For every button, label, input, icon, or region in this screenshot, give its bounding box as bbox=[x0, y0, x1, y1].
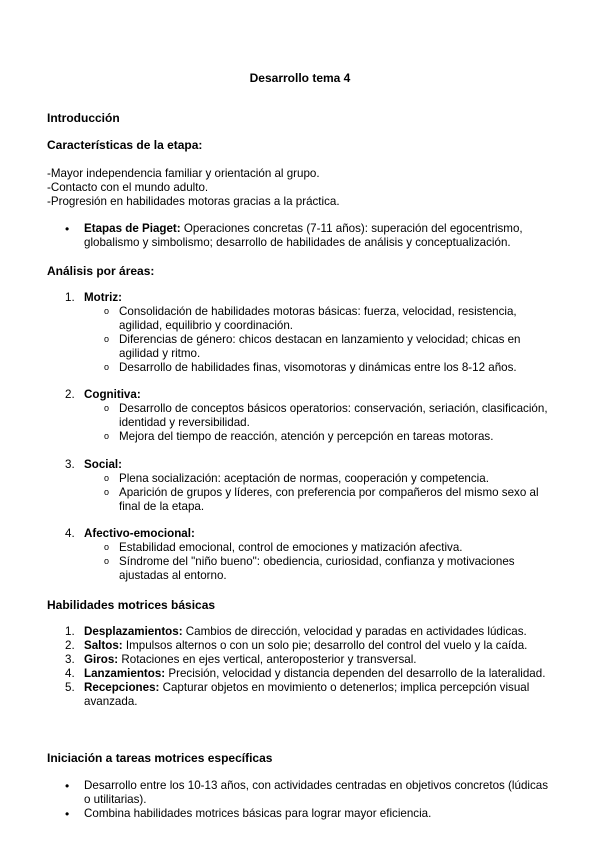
area-label: Cognitiva: bbox=[84, 388, 141, 401]
sub-item: o Mejora del tiempo de reacción, atención y percepción en tareas motoras. bbox=[102, 430, 555, 444]
skill-text: Impulsos alternos o con un solo pie; desarrollo del control del vuelo y la caída. bbox=[122, 639, 528, 652]
list-item bbox=[65, 291, 555, 375]
sub-item: o Desarrollo de habilidades finas, visomotoras y dinámicas entre los 8-12 años. bbox=[102, 361, 555, 375]
sub-item: o Estabilidad emocional, control de emociones y matización afectiva. bbox=[102, 541, 555, 555]
list-number: 2. bbox=[65, 639, 75, 652]
list-number: 1. bbox=[65, 625, 75, 638]
sub-item: o Aparición de grupos y líderes, con preferencia por compañeros del mismo sexo al final de la etapa. bbox=[102, 486, 555, 514]
piaget-text: Operaciones concretas (7-11 años): superación del egocentrismo, globalismo y simbolismo; desarrollo de habilidades de análisis y conceptualización. bbox=[84, 222, 523, 249]
characteristics-lines bbox=[47, 167, 567, 209]
skill-label: Saltos: bbox=[84, 639, 123, 652]
sub-item: o Desarrollo de conceptos básicos operatorios: conservación, seriación, clasificación, identidad y reversibilidad. bbox=[102, 402, 555, 430]
area-afectivo bbox=[65, 527, 555, 583]
basic-skills-list bbox=[65, 625, 555, 709]
sub-item: o Consolidación de habilidades motoras básicas: fuerza, velocidad, resistencia, agilidad, equilibrio y coordinación. bbox=[102, 305, 555, 333]
list-item bbox=[65, 625, 555, 639]
skill-text: Rotaciones en ejes vertical, anteroposterior y transversal. bbox=[118, 653, 417, 666]
sub-item: o Síndrome del "niño bueno": obediencia, curiosidad, confianza y motivaciones ajustadas al entorno. bbox=[102, 555, 555, 583]
list-number: 2. bbox=[65, 388, 75, 401]
area-label: Motriz: bbox=[84, 291, 122, 304]
characteristic-line: -Contacto con el mundo adulto. bbox=[47, 181, 209, 194]
areas-heading: Análisis por áreas: bbox=[47, 264, 155, 278]
list-number: 4. bbox=[65, 527, 75, 540]
area-social bbox=[65, 458, 555, 514]
intro-heading: Introducción bbox=[47, 111, 120, 125]
list-item bbox=[65, 653, 555, 667]
list-item bbox=[65, 681, 555, 709]
area-motriz bbox=[65, 291, 555, 375]
skill-label: Recepciones: bbox=[84, 681, 160, 694]
list-item bbox=[65, 222, 555, 250]
area-cognitiva bbox=[65, 388, 555, 444]
skill-label: Giros: bbox=[84, 653, 119, 666]
skill-text: Cambios de dirección, velocidad y paradas en actividades lúdicas. bbox=[182, 625, 527, 638]
skill-text: Capturar objetos en movimiento o detenerlos; implica percepción visual avanzada. bbox=[84, 681, 530, 708]
list-item bbox=[65, 388, 555, 444]
list-item bbox=[65, 667, 555, 681]
list-item bbox=[65, 527, 555, 583]
characteristics-heading: Características de la etapa: bbox=[47, 138, 203, 152]
characteristic-line: -Mayor independencia familiar y orientación al grupo. bbox=[47, 167, 320, 180]
specific-list bbox=[65, 779, 555, 821]
skill-text: Precisión, velocidad y distancia dependen del desarrollo de la lateralidad. bbox=[165, 667, 546, 680]
area-label: Afectivo-emocional: bbox=[84, 527, 195, 540]
list-item: • Combina habilidades motrices básicas para lograr mayor eficiencia. bbox=[65, 807, 555, 821]
basic-skills-heading: Habilidades motrices básicas bbox=[47, 598, 216, 612]
list-item bbox=[65, 458, 555, 514]
list-number: 3. bbox=[65, 653, 75, 666]
skill-label: Lanzamientos: bbox=[84, 667, 166, 680]
piaget-list bbox=[65, 222, 555, 250]
characteristic-line: -Progresión en habilidades motoras gracias a la práctica. bbox=[47, 195, 340, 208]
list-number: 1. bbox=[65, 291, 75, 304]
sub-item: o Plena socialización: aceptación de normas, cooperación y competencia. bbox=[102, 472, 555, 486]
skill-label: Desplazamientos: bbox=[84, 625, 183, 638]
list-item bbox=[65, 639, 555, 653]
list-item: • Desarrollo entre los 10-13 años, con actividades centradas en objetivos concretos (lúdicas o utilitarias). bbox=[65, 779, 555, 807]
document-title: Desarrollo tema 4 bbox=[249, 71, 351, 85]
specific-heading: Iniciación a tareas motrices específicas bbox=[47, 751, 273, 765]
sub-item: o Diferencias de género: chicos destacan en lanzamiento y velocidad; chicas en agilidad y ritmo. bbox=[102, 333, 555, 361]
list-number: 5. bbox=[65, 681, 75, 694]
list-number: 4. bbox=[65, 667, 75, 680]
list-number: 3. bbox=[65, 458, 75, 471]
area-label: Social: bbox=[84, 458, 123, 471]
piaget-label: Etapas de Piaget: bbox=[84, 222, 181, 235]
